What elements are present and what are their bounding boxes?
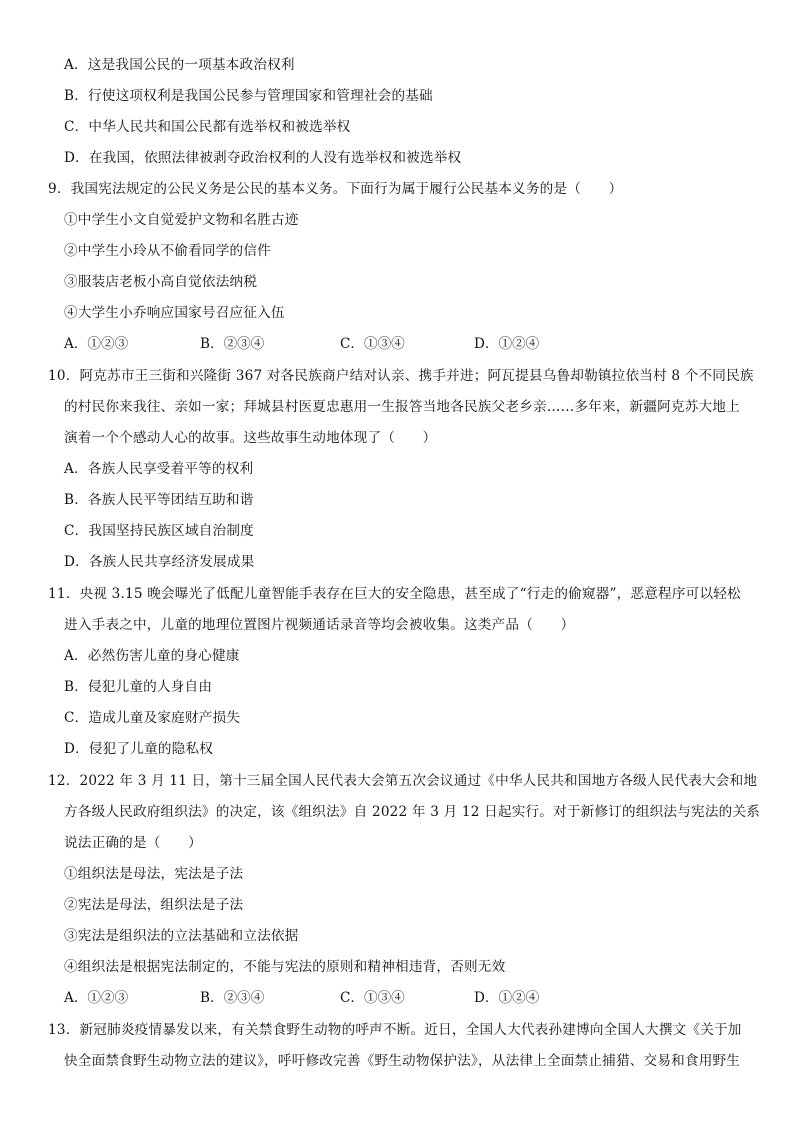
q12-choice-a: A．①②③: [64, 990, 129, 1006]
q12-choice-b: B．②③④: [200, 990, 265, 1006]
q9-stem: 9．我国宪法规定的公民义务是公民的基本义务。下面行为属于履行公民基本义务的是（ ）: [48, 181, 623, 197]
q12-item-1: ①组织法是母法，宪法是子法: [64, 866, 244, 882]
q13-stem-line-1: 13．新冠肺炎疫情暴发以来，有关禁食野生动物的呼声不断。近日，全国人大代表孙建博向全国人大撰文《关于加: [48, 1022, 742, 1038]
q9-item-3: ③服装店老板小高自觉依法纳税: [64, 274, 258, 290]
q8-option-a: A．这是我国公民的一项基本政治权利: [64, 57, 295, 73]
q12-item-3: ③宪法是组织法的立法基础和立法依据: [64, 928, 299, 944]
q11-option-c: C．造成儿童及家庭财产损失: [64, 710, 241, 726]
q12-stem-line-1: 12．2022 年 3 月 11 日，第十三届全国人民代表大会第五次会议通过《中华人民共和国地方各级人民代表大会和地: [48, 773, 758, 789]
q9-choice-b: B．②③④: [200, 336, 265, 352]
q12-item-2: ②宪法是母法，组织法是子法: [64, 897, 244, 913]
q12-stem-line-3: 说法正确的是（ ）: [64, 835, 202, 851]
q10-option-b: B．各族人民平等团结互助和谐: [64, 492, 254, 508]
q11-option-a: A．必然伤害儿童的身心健康: [64, 648, 240, 664]
q9-choice-a: A．①②③: [64, 336, 129, 352]
q11-stem-line-2: 进入手表之中，儿童的地理位置图片视频通话录音等均会被收集。这类产品（ ）: [64, 617, 575, 633]
q11-option-d: D．侵犯了儿童的隐私权: [64, 741, 214, 757]
q12-choice-d: D．①②④: [474, 990, 540, 1006]
q9-item-4: ④大学生小乔响应国家号召应征入伍: [64, 305, 285, 321]
q11-stem-line-1: 11．央视 3.15 晚会曝光了低配儿童智能手表存在巨大的安全隐患，甚至成了“行走的偷窥器”，恶意程序可以轻松: [48, 586, 741, 602]
q8-option-d: D．在我国，依照法律被剥夺政治权利的人没有选举权和被选举权: [64, 150, 462, 166]
q8-option-c: C．中华人民共和国公民都有选举权和被选举权: [64, 119, 351, 135]
q10-stem-line-3: 演着一个个感动人心的故事。这些故事生动地体现了（ ）: [64, 430, 437, 446]
q10-option-d: D．各族人民共享经济发展成果: [64, 554, 255, 570]
q9-item-2: ②中学生小玲从不偷看同学的信件: [64, 243, 271, 259]
q9-choice-d: D．①②④: [474, 336, 540, 352]
q12-choice-c: C．①③④: [340, 990, 405, 1006]
q8-option-b: B．行使这项权利是我国公民参与管理国家和管理社会的基础: [64, 88, 433, 104]
q9-item-1: ①中学生小文自觉爱护文物和名胜古迹: [64, 212, 299, 228]
q12-stem-line-2: 方各级人民政府组织法》的决定，该《组织法》自 2022 年 3 月 12 日起实行。对于新修订的组织法与宪法的关系: [64, 804, 760, 820]
q9-choice-c: C．①③④: [340, 336, 405, 352]
q10-stem-line-1: 10．阿克苏市王三街和兴隆街 367 对各民族商户结对认亲、携手并进；阿瓦提县乌鲁却勒镇拉依当村 8 个不同民族: [48, 368, 754, 384]
q10-option-a: A．各族人民享受着平等的权利: [64, 461, 254, 477]
q12-item-4: ④组织法是根据宪法制定的，不能与宪法的原则和精神相违背，否则无效: [64, 959, 506, 975]
q10-option-c: C．我国坚持民族区域自治制度: [64, 523, 254, 539]
q11-option-b: B．侵犯儿童的人身自由: [64, 679, 213, 695]
q10-stem-line-2: 的村民你来我往、亲如一家；拜城县村医夏忠惠用一生报答当地各民族父老乡亲……多年来，新疆阿克苏大地上: [64, 399, 740, 415]
q13-stem-line-2: 快全面禁食野生动物立法的建议》，呼吁修改完善《野生动物保护法》，从法律上全面禁止捕猎、交易和食用野生: [64, 1053, 741, 1069]
